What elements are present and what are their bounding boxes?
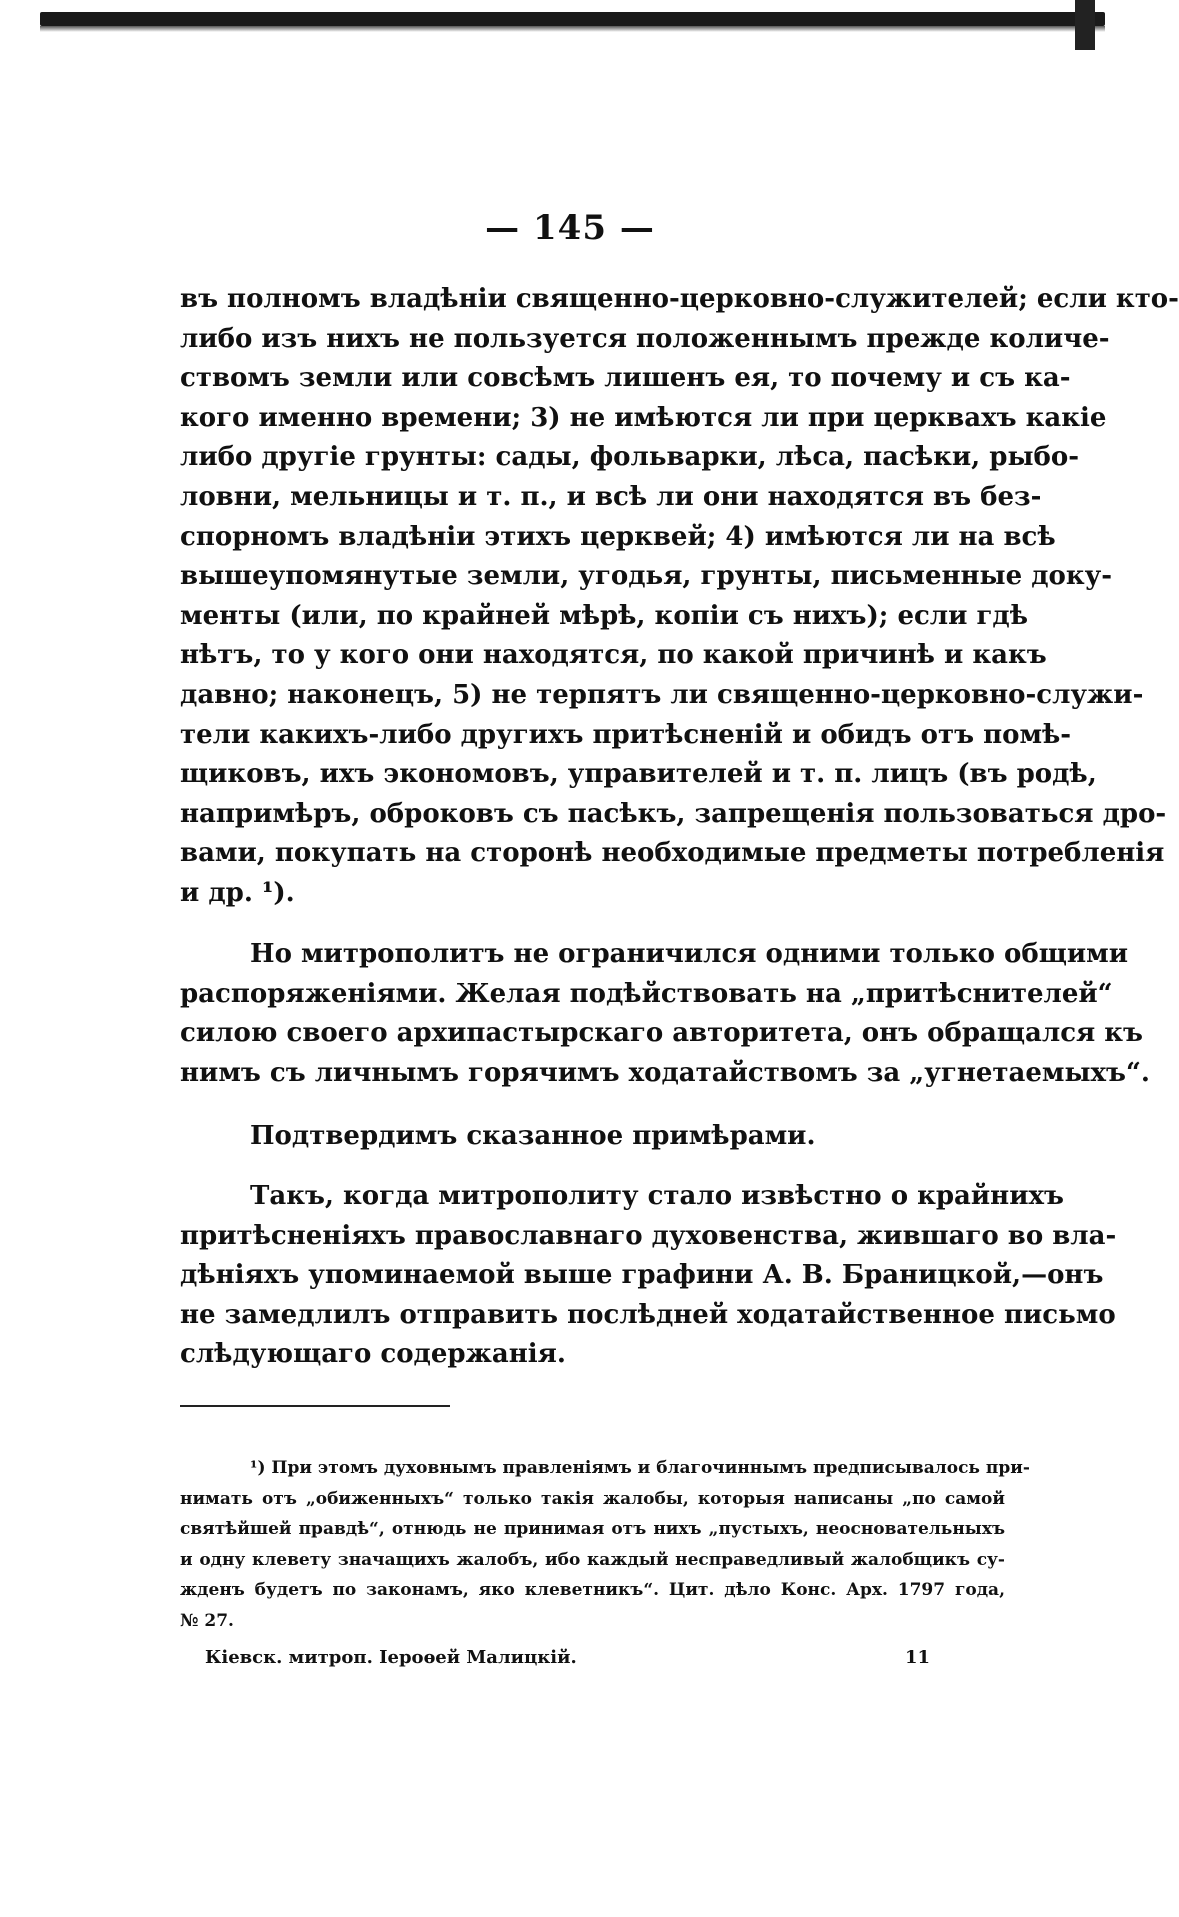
text-line: спорномъ владѣніи этихъ церквей; 4) имѣются ли на всѣ — [180, 521, 1056, 552]
text-line: Такъ, когда митрополиту стало извѣстно о крайнихъ — [250, 1181, 1064, 1211]
text-line: силою своего архипастырскаго авторитета, онъ обращался къ — [180, 1018, 1144, 1049]
text-line: вами, покупать на сторонѣ необходимые предметы потребленія — [180, 838, 1165, 869]
text-line: либо изъ нихъ не пользуется положеннымъ прежде количе- — [180, 323, 1110, 354]
text-line-footnote-ref: и др. ¹). — [180, 877, 295, 908]
text-line: Подтвердимъ сказанное примѣрами. — [250, 1121, 816, 1151]
top-edge-shadow — [40, 26, 1105, 32]
footnote-separator — [180, 1405, 450, 1407]
text-line: кого именно времени; 3) не имѣются ли при церквахъ какіе — [180, 402, 1107, 433]
text-line: нимъ съ личнымъ горячимъ ходатайствомъ за „угнетаемыхъ“. — [180, 1057, 1150, 1088]
text-line: ствомъ земли или совсѣмъ лишенъ ея, то почему и съ ка- — [180, 363, 1071, 394]
text-line: Но митрополитъ не ограничился одними только общими — [250, 939, 1129, 969]
text-line: вышеупомянутые земли, угодья, грунты, письменные доку- — [180, 561, 1113, 592]
text-line: распоряженіями. Желая подѣйствовать на „притѣснителей“ — [180, 978, 1113, 1009]
text-line: щиковъ, ихъ экономовъ, управителей и т. п. лицъ (въ родѣ, — [180, 759, 1097, 790]
footnote-line: жденъ будетъ по законамъ, яко клеветникъ“. Цит. дѣло Конс. Арх. 1797 года, — [180, 1580, 1005, 1600]
footnote-line: и одну клевету значащихъ жалобъ, ибо каждый несправедливый жалобщикъ су- — [180, 1549, 1005, 1570]
text-line: слѣдующаго содержанія. — [180, 1339, 566, 1370]
text-line: напримѣръ, оброковъ съ пасѣкъ, запрещенія пользоваться дро- — [180, 798, 1167, 829]
page-number: — 145 — — [485, 208, 655, 248]
signature-line: Кіевск. митроп. Іероѳей Малицкій. — [205, 1647, 577, 1668]
text-line: нѣтъ, то у кого они находятся, по какой причинѣ и какъ — [180, 640, 1047, 671]
text-line: ловни, мельницы и т. п., и всѣ ли они находятся въ без- — [180, 481, 1042, 512]
text-line: менты (или, по крайней мѣрѣ, копіи съ нихъ); если гдѣ — [180, 600, 1029, 631]
text-line: либо другіе грунты: сады, фольварки, лѣса, пасѣки, рыбо- — [180, 442, 1079, 473]
paragraph-3 — [180, 1117, 1005, 1157]
text-line: дѣніяхъ упоминаемой выше графини А. В. Браницкой,—онъ — [180, 1260, 1104, 1291]
text-line: не замедлилъ отправить послѣдней ходатайственное письмо — [180, 1299, 1116, 1330]
footnote-line: ¹) При этомъ духовнымъ правленіямъ и благочиннымъ предписывалось при- — [250, 1458, 1030, 1478]
footnote-line: святѣйшей правдѣ“, отнюдь не принимая отъ нихъ „пустыхъ, неосновательныхъ — [180, 1519, 1005, 1539]
right-edge-scan-mark — [1075, 0, 1095, 50]
sheet-number: 11 — [904, 1647, 930, 1668]
top-edge-scan-bar — [40, 12, 1105, 26]
footnote-line: № 27. — [180, 1610, 234, 1631]
text-line: въ полномъ владѣніи священно-церковно-служителей; если кто- — [180, 284, 1179, 314]
text-line: тели какихъ-либо другихъ притѣсненій и обидъ отъ помѣ- — [180, 719, 1072, 750]
paragraph-1 — [180, 280, 1179, 914]
paragraph-2 — [180, 935, 1150, 1093]
text-line: притѣсненіяхъ православнаго духовенства, жившаго во вла- — [180, 1220, 1117, 1251]
footnote — [180, 1453, 1030, 1636]
paragraph-4 — [180, 1177, 1117, 1375]
footnote-line: нимать отъ „обиженныхъ“ только такія жалобы, которыя написаны „по самой — [180, 1488, 1005, 1509]
text-line: давно; наконецъ, 5) не терпятъ ли священно-церковно-служи- — [180, 679, 1144, 710]
